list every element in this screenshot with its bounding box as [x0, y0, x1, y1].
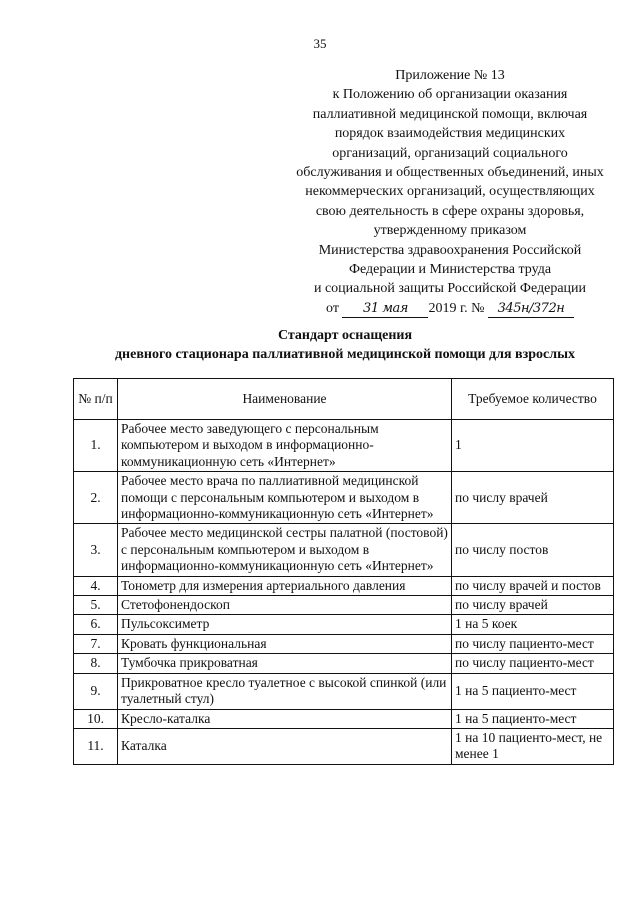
- table-row: [74, 524, 614, 576]
- table-row: [74, 728, 614, 764]
- header-name: Наименование: [118, 379, 452, 420]
- appendix-line: к Положению об организации оказания: [332, 87, 568, 103]
- row-name: Каталка: [118, 728, 452, 764]
- appendix-line: паллиативной медицинской помощи, включая: [312, 106, 588, 122]
- table-header-row: [74, 379, 614, 420]
- page-number: 35: [313, 36, 327, 51]
- row-name: Кровать функциональная: [118, 634, 452, 653]
- header-num: № п/п: [74, 379, 118, 420]
- row-num: 1.: [74, 420, 118, 472]
- row-num: 11.: [74, 728, 118, 764]
- appendix-line: и социальной защиты Российской Федерации: [313, 281, 587, 297]
- row-qty: 1 на 10 пациенто-мест, не менее 1: [452, 728, 614, 764]
- table-row: [74, 615, 614, 634]
- order-date-handwritten: 31 мая: [342, 301, 428, 318]
- title-line-1: Стандарт оснащения: [277, 328, 413, 343]
- row-qty: по числу врачей и постов: [452, 576, 614, 595]
- appendix-header: [270, 66, 630, 318]
- row-qty: по числу пациенто-мест: [452, 654, 614, 673]
- order-prefix: от: [326, 300, 339, 316]
- row-name: Тумбочка прикроватная: [118, 654, 452, 673]
- appendix-line: свою деятельность в сфере охраны здоровья,: [315, 203, 585, 219]
- table-row: [74, 673, 614, 709]
- appendix-line: Приложение № 13: [395, 68, 505, 83]
- row-name: Рабочее место врача по паллиативной медицинской помощи с персональным компьютером и выходом в информационно-коммуникационную сеть «Интернет»: [118, 472, 452, 524]
- order-year: 2019 г. №: [428, 300, 485, 316]
- row-qty: 1 на 5 пациенто-мест: [452, 673, 614, 709]
- row-name: Рабочее место медицинской сестры палатной (постовой) с персональным компьютером и выходом в информационно-коммуникационную сеть «Интернет»: [118, 524, 452, 576]
- row-num: 6.: [74, 615, 118, 634]
- row-qty: по числу врачей: [452, 596, 614, 615]
- table-row: [74, 472, 614, 524]
- table-row: [74, 709, 614, 728]
- order-number-handwritten: 345н/372н: [488, 301, 574, 318]
- row-qty: по числу постов: [452, 524, 614, 576]
- appendix-line: Федерации и Министерства труда: [348, 262, 552, 278]
- row-name: Прикроватное кресло туалетное с высокой спинкой (или туалетный стул): [118, 673, 452, 709]
- row-name: Стетофонендоскоп: [118, 596, 452, 615]
- appendix-line: Министерства здравоохранения Российской: [318, 242, 582, 258]
- row-num: 3.: [74, 524, 118, 576]
- row-qty: 1 на 5 коек: [452, 615, 614, 634]
- row-name: Рабочее место заведующего с персональным компьютером и выходом в информационно-коммуникационную сеть «Интернет»: [118, 420, 452, 472]
- row-num: 8.: [74, 654, 118, 673]
- row-name: Тонометр для измерения артериального давления: [118, 576, 452, 595]
- row-num: 2.: [74, 472, 118, 524]
- equipment-table: [73, 378, 614, 765]
- table-row: [74, 420, 614, 472]
- appendix-line: организаций, организаций социального: [332, 145, 568, 161]
- row-qty: 1 на 5 пациенто-мест: [452, 709, 614, 728]
- title-line-2: дневного стационара паллиативной медицинской помощи для взрослых: [114, 347, 576, 362]
- table-row: [74, 634, 614, 653]
- table-row: [74, 576, 614, 595]
- row-name: Кресло-каталка: [118, 709, 452, 728]
- appendix-line: порядок взаимодействия медицинских: [334, 126, 566, 142]
- header-qty: Требуемое количество: [452, 379, 614, 420]
- row-num: 10.: [74, 709, 118, 728]
- appendix-line: некоммерческих организаций, осуществляющих: [305, 184, 595, 200]
- table-row: [74, 654, 614, 673]
- row-num: 5.: [74, 596, 118, 615]
- row-qty: по числу пациенто-мест: [452, 634, 614, 653]
- row-qty: 1: [452, 420, 614, 472]
- order-reference: [270, 299, 630, 318]
- table-row: [74, 596, 614, 615]
- row-num: 9.: [74, 673, 118, 709]
- row-name: Пульсоксиметр: [118, 615, 452, 634]
- row-qty: по числу врачей: [452, 472, 614, 524]
- row-num: 4.: [74, 576, 118, 595]
- row-num: 7.: [74, 634, 118, 653]
- appendix-line: обслуживания и общественных объединений, иных: [296, 165, 604, 181]
- document-title: [60, 326, 630, 364]
- appendix-line: утвержденному приказом: [373, 223, 527, 239]
